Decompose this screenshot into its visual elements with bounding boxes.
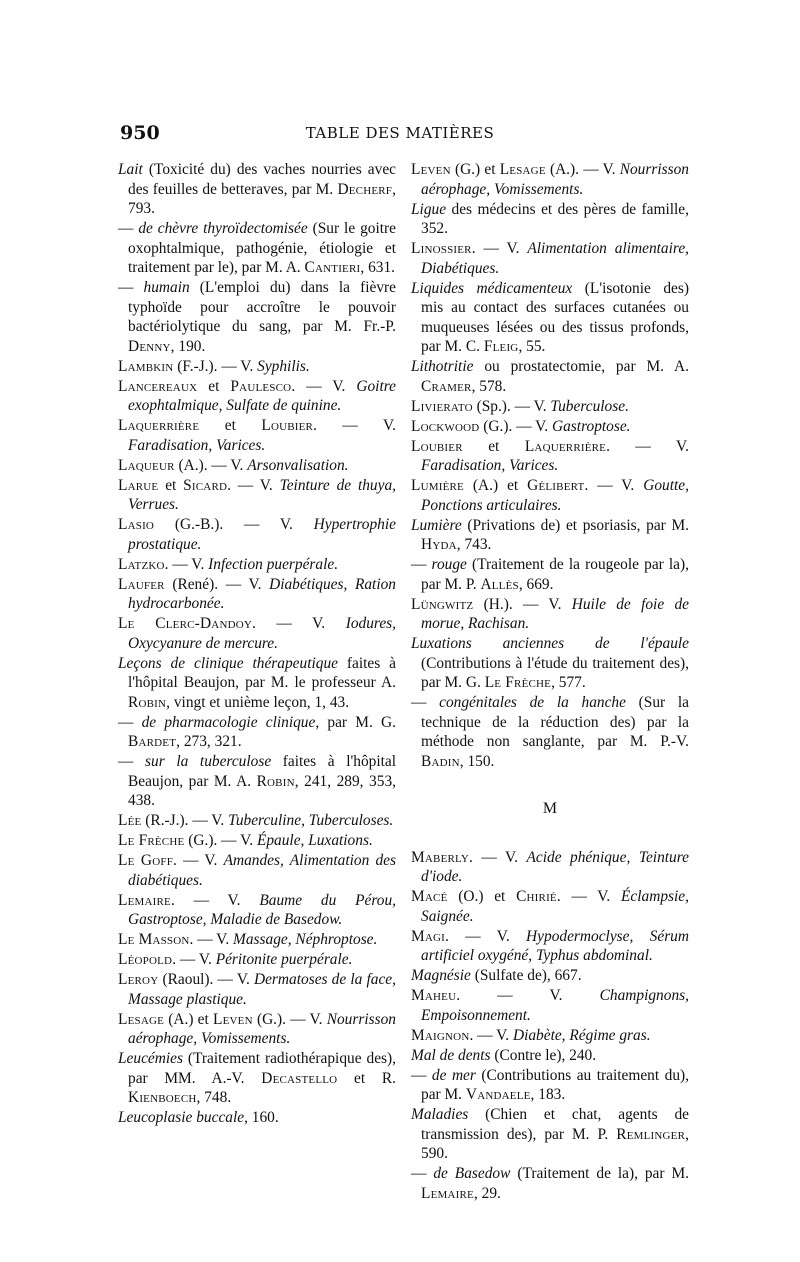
entry-term: Éclampsie, Saignée. bbox=[421, 888, 689, 925]
entry-term: Massage, Néphroptose. bbox=[233, 931, 378, 948]
index-entry bbox=[411, 1046, 689, 1066]
entry-text: , 241, 289, 353, 438. bbox=[128, 772, 396, 809]
entry-text: , 29. bbox=[473, 1184, 501, 1202]
entry-text: — bbox=[118, 713, 142, 731]
index-entry bbox=[411, 1164, 689, 1203]
entry-text: , 748. bbox=[196, 1089, 232, 1106]
entry-term: Infection puerpérale. bbox=[208, 555, 339, 573]
entry-text: (G.). — V. bbox=[252, 1010, 327, 1028]
index-entry bbox=[411, 516, 689, 555]
index-entry bbox=[118, 160, 396, 219]
entry-text: (Privations de) et psoriasis, par M. bbox=[461, 516, 689, 534]
entry-text: . — V. bbox=[468, 848, 527, 866]
author-name: Laquerrière bbox=[524, 437, 607, 455]
index-entry bbox=[118, 456, 396, 476]
page-number: 950 bbox=[120, 122, 160, 144]
index-entry bbox=[118, 377, 396, 416]
entry-term: Hypodermoclyse, Sérum artificiel oxygéné, Typhus abdominal. bbox=[421, 927, 689, 964]
author-name: Laqueur bbox=[118, 456, 175, 474]
author-name: Fleig bbox=[483, 338, 519, 355]
running-header bbox=[120, 122, 680, 148]
index-entry bbox=[118, 851, 396, 890]
entry-term: Luxations anciennes de l'épaule bbox=[411, 635, 689, 652]
index-entry bbox=[118, 1049, 396, 1108]
entry-text: (G.) et bbox=[450, 161, 500, 178]
entry-text: , 160. bbox=[244, 1109, 279, 1126]
entry-text: (A.). — V. bbox=[545, 161, 620, 178]
entry-term: Ligue bbox=[411, 200, 447, 218]
entry-term: Alimentation alimentaire, Diabétiques. bbox=[421, 240, 689, 277]
author-name: Le Masson bbox=[118, 931, 190, 948]
entry-text: . — V. bbox=[556, 888, 622, 905]
author-name: Kienboech bbox=[128, 1089, 197, 1106]
entry-term: de pharmacologie clinique bbox=[141, 713, 316, 731]
entry-term: Magnésie bbox=[411, 967, 471, 984]
entry-text: , 190. bbox=[170, 337, 206, 355]
entry-term: de chèvre thyroïdectomisée bbox=[138, 220, 308, 237]
index-entry bbox=[118, 416, 396, 455]
index-entry bbox=[118, 1108, 396, 1128]
author-name: Cramer bbox=[421, 377, 472, 395]
index-entry bbox=[118, 891, 396, 930]
index-entry bbox=[118, 476, 396, 515]
author-name: Maignon bbox=[411, 1026, 470, 1044]
author-name: Gélibert bbox=[527, 477, 585, 494]
author-name: Laufer bbox=[118, 575, 165, 593]
index-entry bbox=[411, 160, 689, 199]
entry-text: (Sulfate de), 667. bbox=[470, 967, 582, 984]
entry-text: (H.). — V. bbox=[473, 595, 572, 613]
author-name: Laquerrière bbox=[118, 417, 200, 434]
entry-term: Teinture de thuya, Verrues. bbox=[128, 476, 396, 513]
entry-text: (A.). — V. bbox=[174, 456, 248, 474]
entry-text: (Chien et chat, agents de transmission des), par M. P. bbox=[421, 1106, 689, 1143]
author-name: Maheu bbox=[411, 987, 457, 1004]
author-name: Le Frèche bbox=[484, 674, 552, 691]
index-entry bbox=[411, 966, 689, 986]
entry-term: Arsonvalisation. bbox=[247, 456, 349, 474]
entry-text: — bbox=[411, 694, 440, 711]
index-entry bbox=[411, 357, 689, 396]
entry-text: . — V. bbox=[172, 951, 216, 968]
entry-term: Goutte, Ponctions articulaires. bbox=[421, 477, 689, 514]
entry-text: (Sur le goitre oxophtalmique, pathogénie, étiologie et traitement par le), par M. A. bbox=[128, 220, 396, 276]
entry-term: humain bbox=[143, 279, 190, 296]
entry-term: rouge bbox=[431, 556, 467, 573]
author-name: Lambkin bbox=[118, 357, 174, 375]
entry-text: (Contributions à l'étude du traitement des), par M. G. bbox=[421, 654, 689, 691]
entry-term: Faradisation, Varices. bbox=[128, 436, 266, 454]
entry-text: . — V. bbox=[227, 476, 280, 494]
author-name: Denny bbox=[128, 337, 171, 355]
author-name: Paulesco bbox=[230, 377, 292, 395]
author-name: Lesage bbox=[499, 161, 546, 178]
entry-term: Diabétiques, Ration hydrocarbonée. bbox=[128, 575, 396, 612]
entry-text: et bbox=[197, 377, 231, 395]
author-name: Leven bbox=[411, 161, 451, 178]
entry-term: Baume du Pérou, Gastroptose, Maladie de Basedow. bbox=[128, 891, 397, 928]
entry-term: Lumière bbox=[411, 516, 462, 534]
index-entry bbox=[411, 595, 689, 634]
index-entry bbox=[411, 1066, 689, 1105]
running-title: TABLE DES MATIÈRES bbox=[305, 124, 495, 142]
entry-text: , par M. G. bbox=[315, 713, 396, 731]
entry-text: , 273, 321. bbox=[176, 733, 242, 750]
entry-text: ou prostatectomie, par M. A. bbox=[473, 358, 689, 375]
author-name: Lasio bbox=[118, 516, 155, 533]
entry-text: . — V. bbox=[170, 891, 260, 909]
index-entry bbox=[118, 575, 396, 614]
entry-text: — bbox=[118, 220, 139, 237]
author-name: Lemaire bbox=[421, 1184, 474, 1202]
entry-text: (F.-J.). — V. bbox=[173, 357, 258, 375]
index-entry bbox=[118, 831, 396, 851]
entry-text: . — V. bbox=[189, 931, 234, 948]
entry-term: Iodures, Oxycyanure de mercure. bbox=[128, 615, 396, 652]
author-name: Le Clerc-Dandoy bbox=[118, 615, 253, 632]
entry-text: . — V. bbox=[164, 555, 209, 573]
index-entry bbox=[411, 848, 689, 887]
entry-term: Mal de dents bbox=[411, 1046, 491, 1064]
index-entry bbox=[411, 693, 689, 771]
entry-term: Hypertrophie prostatique. bbox=[128, 516, 396, 553]
entry-text: (Traitement radiothérapique des), par MM. A.-V. bbox=[128, 1050, 396, 1087]
author-name: Allès bbox=[480, 575, 519, 593]
author-name: Magi bbox=[411, 927, 446, 945]
index-entry bbox=[411, 1105, 689, 1164]
index-entry bbox=[411, 417, 689, 437]
author-name: Latzko bbox=[118, 555, 165, 573]
entry-term: Acide phénique, Teinture d'iode. bbox=[421, 848, 689, 885]
author-name: Lemaire bbox=[118, 891, 171, 909]
entry-text: (G.-B.). — V. bbox=[154, 516, 314, 533]
author-name: Loubier bbox=[261, 417, 314, 434]
entry-term: de mer bbox=[431, 1066, 476, 1084]
entry-text: . — V. bbox=[456, 987, 600, 1004]
author-name: Chirié bbox=[516, 888, 557, 905]
entry-term: Liquides médicamenteux bbox=[411, 279, 573, 297]
entry-text: , 793. bbox=[128, 180, 396, 217]
entry-text: (G.). — V. bbox=[184, 832, 257, 849]
entry-text: des médecins et des pères de famille, 352. bbox=[421, 200, 689, 237]
entry-term: Dermatoses de la face, Massage plastique. bbox=[128, 971, 396, 1008]
entry-text: — bbox=[411, 1165, 434, 1182]
author-name: Vandaele bbox=[465, 1086, 531, 1103]
author-name: Lesage bbox=[118, 1010, 165, 1028]
entry-text: , vingt et unième leçon, 1, 43. bbox=[166, 693, 350, 711]
entry-text: , 578. bbox=[471, 377, 507, 395]
entry-term: congénitales de la hanche bbox=[439, 694, 626, 711]
entry-text: , 743. bbox=[456, 536, 492, 553]
entry-term: de Basedow bbox=[433, 1165, 511, 1182]
entry-text: , 669. bbox=[518, 575, 554, 593]
author-name: Decastello bbox=[261, 1069, 338, 1087]
entry-text: (Contre le), 240. bbox=[490, 1046, 597, 1064]
entry-text: (L'isotonie des) mis au contact des surfaces cutanées ou muqueuses lésées ou des tissus profonds, par M. C. bbox=[421, 279, 689, 355]
index-entry bbox=[118, 970, 396, 1009]
author-name: Loubier bbox=[411, 437, 463, 455]
author-name: Sicard bbox=[183, 476, 228, 494]
author-name: Le Goff bbox=[118, 852, 174, 869]
index-entry bbox=[118, 219, 396, 278]
entry-term: Faradisation, Varices. bbox=[421, 457, 559, 474]
entry-text: (A.) et bbox=[164, 1010, 213, 1028]
author-name: Macé bbox=[411, 888, 448, 905]
entry-term: Leçons de clinique thérapeutique bbox=[118, 654, 338, 672]
index-entry bbox=[411, 476, 689, 515]
entry-term: Diabète, Régime gras. bbox=[512, 1026, 651, 1044]
entry-text: . — V. bbox=[471, 240, 528, 257]
entry-text: (Traitement de la rougeole par la), par M. P. bbox=[421, 556, 689, 593]
entry-term: Maladies bbox=[411, 1106, 469, 1123]
entry-text: (R.-J.). — V. bbox=[141, 812, 229, 829]
entry-term: Nourrisson aérophage, Vomissements. bbox=[421, 161, 689, 198]
entry-text: (Sur la technique de la réduction des) par la méthode non sanglante, par M. P.-V. bbox=[421, 694, 689, 750]
section-letter: M bbox=[542, 800, 558, 817]
entry-term: Champignons, Empoisonnement. bbox=[421, 987, 689, 1024]
entry-text: (Traitement de la), par M. bbox=[510, 1165, 689, 1182]
entry-term: Huile de foie de morue, Rachisan. bbox=[421, 595, 689, 632]
index-entry bbox=[411, 200, 689, 239]
index-column-left bbox=[118, 160, 396, 1128]
entry-term: Lithotritie bbox=[411, 358, 474, 375]
index-entry bbox=[118, 654, 396, 713]
entry-text: (Raoul). — V. bbox=[158, 971, 254, 988]
entry-text: . — V. bbox=[584, 477, 644, 494]
index-entry bbox=[118, 515, 396, 554]
author-name: Leven bbox=[213, 1010, 253, 1028]
entry-text: , 55. bbox=[518, 338, 546, 355]
index-entry bbox=[118, 811, 396, 831]
index-entry bbox=[411, 927, 689, 966]
entry-term: Leucoplasie buccale bbox=[118, 1109, 245, 1126]
index-entry bbox=[411, 397, 689, 417]
index-entry bbox=[411, 239, 689, 278]
author-name: Lancereaux bbox=[118, 377, 198, 395]
author-name: Robin bbox=[128, 693, 167, 711]
entry-text: (Toxicité du) des vaches nourries avec des feuilles de betteraves, par M. bbox=[128, 161, 396, 198]
author-name: Lée bbox=[118, 812, 142, 829]
entry-term: Goitre exophtalmique, Sulfate de quinine. bbox=[128, 377, 396, 414]
index-entry bbox=[118, 614, 396, 653]
author-name: Le Frèche bbox=[118, 832, 185, 849]
entry-text: — bbox=[411, 556, 432, 573]
entry-text: , 150. bbox=[459, 752, 495, 770]
index-entry bbox=[411, 279, 689, 357]
index-entry bbox=[118, 357, 396, 377]
entry-text: (Contributions au traitement du), par M. bbox=[421, 1066, 689, 1103]
entry-text: . — V. bbox=[252, 615, 346, 632]
entry-text: . — V. bbox=[291, 377, 357, 395]
entry-text: (Sp.). — V. bbox=[472, 397, 551, 415]
index-entry bbox=[411, 555, 689, 594]
index-entry bbox=[118, 930, 396, 950]
entry-term: Nourrisson aérophage, Vomissements. bbox=[128, 1010, 396, 1047]
author-name: Robin bbox=[256, 772, 295, 790]
entry-text: faites à l'hôpital Beaujon, par M. le professeur A. bbox=[128, 654, 397, 691]
author-name: Decherf bbox=[337, 180, 393, 198]
entry-text: , 577. bbox=[551, 674, 586, 691]
entry-text: et bbox=[158, 476, 184, 494]
index-entry bbox=[411, 634, 689, 693]
author-name: Cantieri bbox=[304, 259, 361, 276]
entry-term: Syphilis. bbox=[257, 357, 310, 375]
entry-text: (G.). — V. bbox=[479, 417, 552, 435]
entry-text: — bbox=[118, 753, 146, 770]
entry-text: . — V. bbox=[313, 417, 396, 434]
author-name: Linossier bbox=[411, 240, 472, 257]
entry-text: , 631. bbox=[360, 259, 396, 276]
index-entry bbox=[411, 437, 689, 476]
entry-term: sur la tuberculose bbox=[145, 753, 272, 770]
entry-term: Gastroptose. bbox=[552, 417, 631, 435]
entry-text: . — V. bbox=[606, 437, 689, 455]
entry-text: (A.) et bbox=[463, 477, 528, 494]
index-entry bbox=[118, 555, 396, 575]
author-name: Maberly bbox=[411, 848, 469, 866]
entry-text: — bbox=[411, 1066, 432, 1084]
author-name: Leroy bbox=[118, 971, 159, 988]
author-name: Livierato bbox=[411, 397, 473, 415]
entry-text: et bbox=[199, 417, 262, 434]
author-name: Badin bbox=[421, 752, 460, 770]
author-name: Léopold bbox=[118, 951, 173, 968]
index-entry bbox=[118, 713, 396, 752]
author-name: Lockwood bbox=[411, 417, 480, 435]
entry-text: . — V. bbox=[173, 852, 224, 869]
author-name: Bardet bbox=[128, 733, 177, 750]
entry-text: . — V. bbox=[469, 1026, 513, 1044]
author-name: Remlinger bbox=[616, 1125, 686, 1143]
entry-term: Amandes, Alimentation des diabétiques. bbox=[128, 852, 396, 889]
index-entry bbox=[118, 752, 396, 811]
entry-term: Tuberculose. bbox=[550, 397, 629, 415]
author-name: Lumière bbox=[411, 477, 464, 494]
entry-text: (O.) et bbox=[447, 888, 517, 905]
entry-text: et bbox=[462, 437, 525, 455]
entry-term: Leucémies bbox=[118, 1050, 183, 1067]
entry-text: . — V. bbox=[445, 927, 527, 945]
entry-term: Lait bbox=[118, 161, 143, 178]
index-entry bbox=[411, 986, 689, 1025]
entry-term: Tuberculine, Tuberculoses. bbox=[228, 812, 394, 829]
entry-text: faites à l'hôpital Beaujon, par M. A. bbox=[128, 753, 397, 790]
index-entry bbox=[411, 1026, 689, 1046]
entry-term: Épaule, Luxations. bbox=[256, 832, 373, 849]
index-entry bbox=[411, 887, 689, 926]
index-entry bbox=[118, 950, 396, 970]
author-name: Lüngwitz bbox=[411, 595, 474, 613]
entry-text: (L'emploi du) dans la fièvre typhoïde pour accroître le pouvoir bactériolytique du sang, par M. Fr.-P. bbox=[128, 279, 396, 335]
index-entry bbox=[118, 278, 396, 356]
index-entry bbox=[118, 1010, 396, 1049]
entry-text: et R. bbox=[337, 1069, 396, 1087]
entry-text: (René). — V. bbox=[164, 575, 270, 593]
entry-text: , 590. bbox=[421, 1125, 689, 1162]
author-name: Hyda bbox=[421, 536, 457, 553]
index-column-right bbox=[411, 160, 689, 1204]
entry-text: — bbox=[118, 279, 144, 296]
entry-term: Péritonite puerpérale. bbox=[215, 951, 353, 968]
author-name: Larue bbox=[118, 476, 159, 494]
entry-text: , 183. bbox=[530, 1086, 566, 1103]
